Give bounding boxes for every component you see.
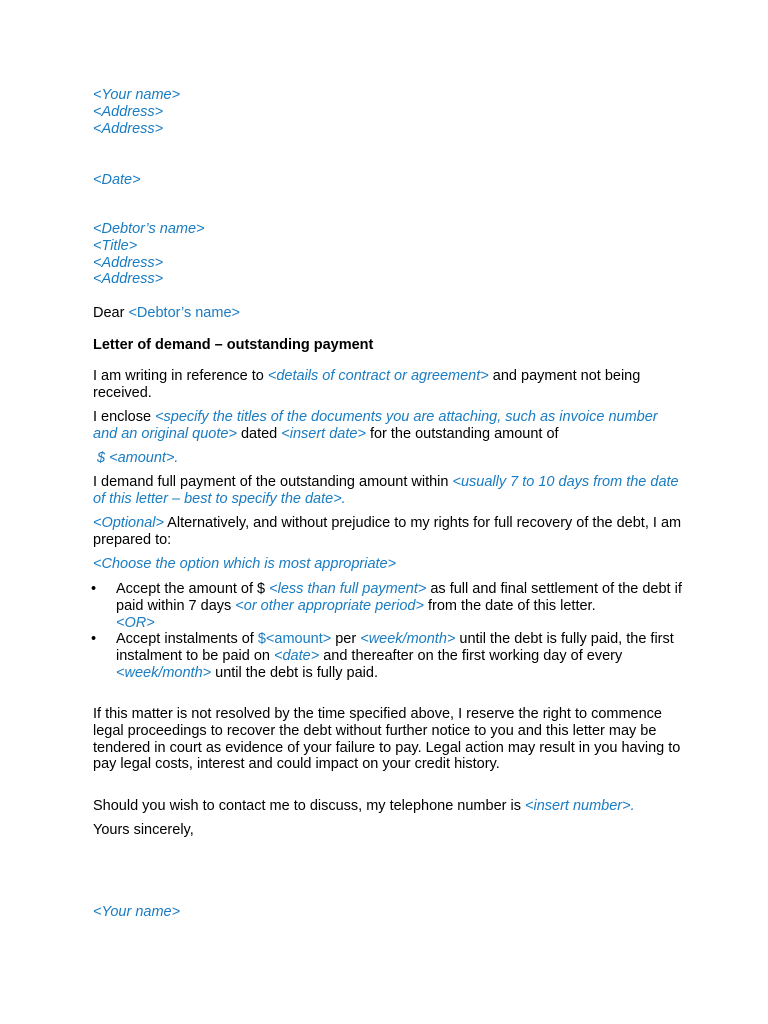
week-month-placeholder-2: <week/month> (116, 664, 212, 681)
date-block (93, 172, 683, 189)
salutation (93, 305, 683, 322)
amount-placeholder: $ <amount>. (93, 450, 179, 466)
option-list (93, 581, 683, 682)
option2-text-4: and thereafter on the first working day of every (319, 648, 623, 665)
bullet-icon: • (91, 581, 97, 597)
option1-text-2: as full and final settlement of the debt if paid within 7 days (116, 581, 682, 614)
para1-text-1: I am writing in reference to (93, 368, 268, 384)
documents-placeholder: <specify the titles of the documents you are attaching, such as invoice number and an original quote> (93, 409, 658, 442)
recipient-name: <Debtor’s name> (93, 221, 205, 237)
contract-details-placeholder: <details of contract or agreement> (267, 368, 489, 384)
recipient-address-2: <Address> (93, 271, 164, 288)
letter-date: <Date> (93, 172, 141, 188)
choose-option-placeholder: <Choose the option which is most appropriate> (93, 556, 397, 572)
option1-text-3: from the date of this letter. (423, 597, 596, 614)
closing: Yours sincerely, (93, 822, 194, 838)
paragraph-reference (93, 368, 683, 402)
sender-block (93, 87, 683, 137)
para4-text-1: Alternatively, and without prejudice to my rights for full recovery of the debt, I am prepared to: (93, 515, 682, 548)
paragraph-optional (93, 515, 683, 549)
first-date-placeholder: <date> (274, 648, 320, 665)
signature-name: <Your name> (93, 904, 181, 920)
or-placeholder: <OR> (116, 614, 155, 631)
option1-text-1: Accept the amount of $ (116, 581, 270, 597)
list-item (93, 581, 683, 631)
para6-text-1: Should you wish to contact me to discuss, my telephone number is (93, 798, 525, 814)
week-month-placeholder: <week/month> (360, 631, 456, 648)
para2-text-2: dated (236, 425, 282, 442)
letter-subject: Letter of demand – outstanding payment (93, 337, 374, 353)
paragraph-enclosure (93, 409, 683, 443)
option2-text-2: per (331, 631, 361, 648)
para2-text-3: for the outstanding amount of (365, 425, 559, 442)
period-placeholder: <or other appropriate period> (235, 597, 424, 614)
sender-address-1: <Address> (93, 103, 164, 120)
para3-text-1: I demand full payment of the outstanding amount within (93, 474, 453, 490)
sender-name: <Your name> (93, 87, 181, 103)
partial-payment-placeholder: <less than full payment> (269, 581, 427, 597)
instalment-amount-placeholder: $<amount> (257, 631, 332, 648)
recipient-block (93, 221, 683, 288)
option2-text-3: until the debt is fully paid, the first instalment to be paid on (116, 631, 674, 665)
paragraph-legal: If this matter is not resolved by the time specified above, I reserve the right to commence legal proceedings to recover the debt without further notice to you and this letter may be tendered in court as evidence of your failure to pay. Legal action may result in you having to pay legal costs, interest and could impact on your credit history. (93, 706, 681, 773)
recipient-title: <Title> (93, 237, 138, 254)
para2-text-1: I enclose (93, 409, 156, 425)
recipient-address-1: <Address> (93, 254, 164, 271)
list-item (93, 631, 683, 681)
salutation-prefix: Dear (93, 305, 129, 321)
salutation-name: <Debtor’s name> (128, 305, 240, 321)
optional-placeholder: <Optional> (93, 515, 164, 531)
option2-text-1: Accept instalments of (116, 631, 258, 648)
sender-address-2: <Address> (93, 120, 164, 137)
payment-period-placeholder: <usually 7 to 10 days from the date of this letter – best to specify the date>. (93, 474, 679, 507)
para1-text-2: and payment not being received. (93, 368, 641, 401)
paragraph-demand (93, 474, 683, 508)
insert-date-placeholder: <insert date> (281, 425, 366, 442)
bullet-icon: • (91, 631, 97, 648)
phone-number-placeholder: <insert number>. (525, 798, 635, 814)
option2-text-5: until the debt is fully paid. (211, 664, 378, 681)
paragraph-contact (93, 798, 683, 815)
